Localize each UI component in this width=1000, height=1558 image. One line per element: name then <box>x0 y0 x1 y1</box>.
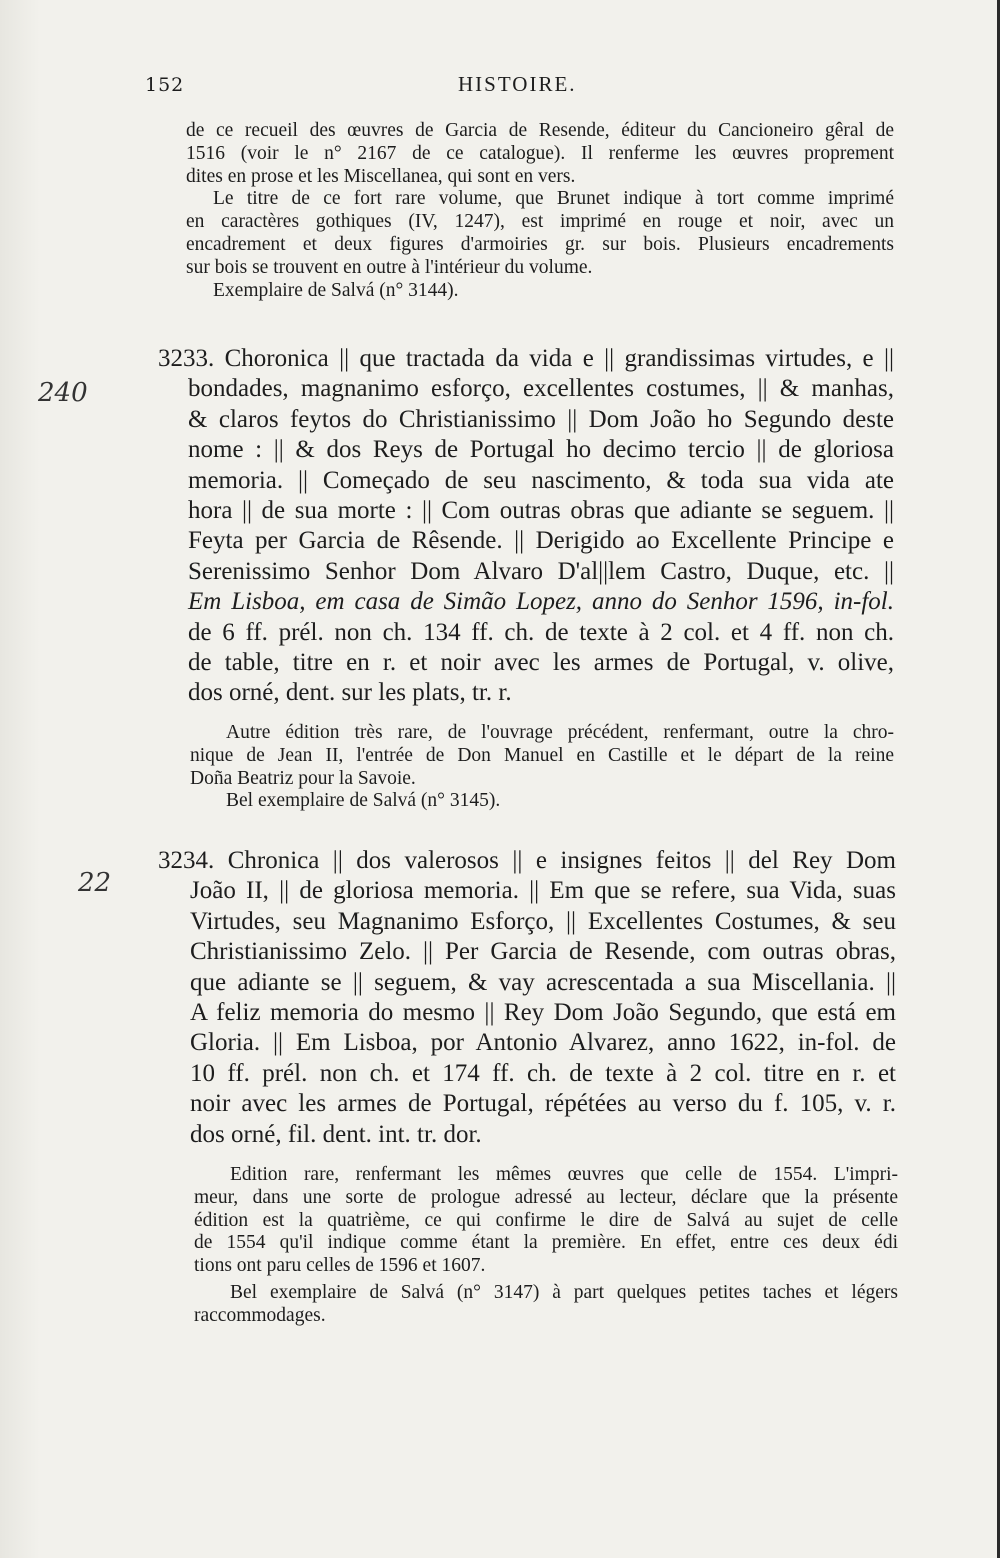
entry-line: 10 ff. prél. non ch. et 174 ff. ch. de texte à 2 col. titre en r. et <box>190 1059 896 1087</box>
entry-3233 <box>158 344 894 709</box>
entry-line: Christianissimo Zelo. || Per Garcia de Resende, com outras obras, <box>190 938 896 966</box>
entry-line: de table, titre en r. et noir avec les armes de Portugal, v. olive, <box>188 649 894 677</box>
entry-line: João II, || de gloriosa memoria. || Em que se refere, sua Vida, suas <box>190 877 896 905</box>
note-line: Bel exemplaire de Salvá (n° 3147) à part quelques petites taches et légers <box>230 1281 898 1303</box>
handwritten-price-note: 22 <box>78 868 112 898</box>
handwritten-price-note: 240 <box>38 378 88 408</box>
entry-line: que adiante se || seguem, & vay acrescentada a sua Miscellania. || <box>190 968 896 996</box>
entry-line: 3234. Chronica || dos valerosos || e insignes feitos || del Rey Dom <box>158 847 896 874</box>
entry-line: Em Lisboa, em casa de Simão Lopez, anno do Senhor 1596, in-fol. <box>188 588 894 616</box>
intro-line: Exemplaire de Salvá (n° 3144). <box>213 279 459 301</box>
entry-line: 3233. Choronica || que tractada da vida e || grandissimas virtudes, e || <box>158 345 894 372</box>
note-line: édition est la quatrième, ce qui confirme le dire de Salvá au sujet de celle <box>194 1209 898 1231</box>
note-line: Doña Beatriz pour la Savoie. <box>190 767 416 789</box>
entry-line: hora || de sua morte : || Com outras obras que adiante se seguem. || <box>188 497 894 525</box>
entry-line: noir avec les armes de Portugal, répétées au verso du f. 105, v. r. <box>190 1090 896 1118</box>
entry-line: Gloria. || Em Lisboa, por Antonio Alvarez, anno 1622, in-fol. de <box>190 1029 896 1057</box>
page-number: 152 <box>145 74 185 96</box>
note-line: de 1554 qu'il indique comme étant la première. En effet, entre ces deux édi <box>194 1232 898 1254</box>
intro-paragraph <box>186 120 894 302</box>
intro-line: Le titre de ce fort rare volume, que Brunet indique à tort comme imprimé <box>213 188 894 210</box>
note-line: Autre édition très rare, de l'ouvrage précédent, renfermant, outre la chro- <box>226 722 894 743</box>
entry-line: bondades, magnanimo esforço, excellentes costumes, || & manhas, <box>188 375 894 403</box>
entry-3233-note <box>190 722 894 813</box>
intro-line: 1516 (voir le n° 2167 de ce catalogue). Il renferme les œuvres proprement <box>186 142 894 164</box>
note-line: Bel exemplaire de Salvá (n° 3145). <box>226 790 501 812</box>
entry-line: de 6 ff. prél. non ch. 134 ff. ch. de texte à 2 col. et 4 ff. non ch. <box>188 618 894 646</box>
entry-3234-note <box>194 1164 898 1328</box>
intro-line: de ce recueil des œuvres de Garcia de Resende, éditeur du Cancioneiro gêral de <box>186 120 894 141</box>
note-line: raccommodages. <box>194 1304 326 1326</box>
page-gutter-shadow <box>0 0 40 1558</box>
entry-line: A feliz memoria do mesmo || Rey Dom João Segundo, que está em <box>190 999 896 1027</box>
intro-line: dites en prose et les Miscellanea, qui sont en vers. <box>186 165 576 187</box>
entry-line: Feyta per Garcia de Rêsende. || Derigido ao Excellente Principe e <box>188 527 894 555</box>
entry-line: nome : || & dos Reys de Portugal ho decimo tercio || de gloriosa <box>188 436 894 464</box>
entry-line: Serenissimo Senhor Dom Alvaro D'al||lem Castro, Duque, etc. || <box>188 557 894 585</box>
intro-line: sur bois se trouvent en outre à l'intérieur du volume. <box>186 256 593 278</box>
note-line: Edition rare, renfermant les mêmes œuvres que celle de 1554. L'impri- <box>230 1164 898 1185</box>
note-line: nique de Jean II, l'entrée de Don Manuel en Castille et le départ de la reine <box>190 744 894 766</box>
entry-line: & claros feytos do Christianissimo || Dom João ho Segundo deste <box>188 405 894 433</box>
entry-line: dos orné, fil. dent. int. tr. dor. <box>190 1120 482 1148</box>
note-line: tions ont paru celles de 1596 et 1607. <box>194 1255 486 1277</box>
intro-line: encadrement et deux figures d'armoiries gr. sur bois. Plusieurs encadrements <box>186 233 894 255</box>
running-title: HISTOIRE. <box>458 72 577 96</box>
entry-line: Virtudes, seu Magnanimo Esforço, || Excellentes Costumes, & seu <box>190 907 896 935</box>
note-line: meur, dans une sorte de prologue adressé au lecteur, déclare que la présente <box>194 1186 898 1208</box>
entry-line: dos orné, dent. sur les plats, tr. r. <box>188 679 512 707</box>
intro-line: en caractères gothiques (IV, 1247), est imprimé en rouge et noir, avec un <box>186 211 894 233</box>
entry-line: memoria. || Começado de seu nascimento, & toda sua vida ate <box>188 466 894 494</box>
entry-3234 <box>158 846 896 1150</box>
